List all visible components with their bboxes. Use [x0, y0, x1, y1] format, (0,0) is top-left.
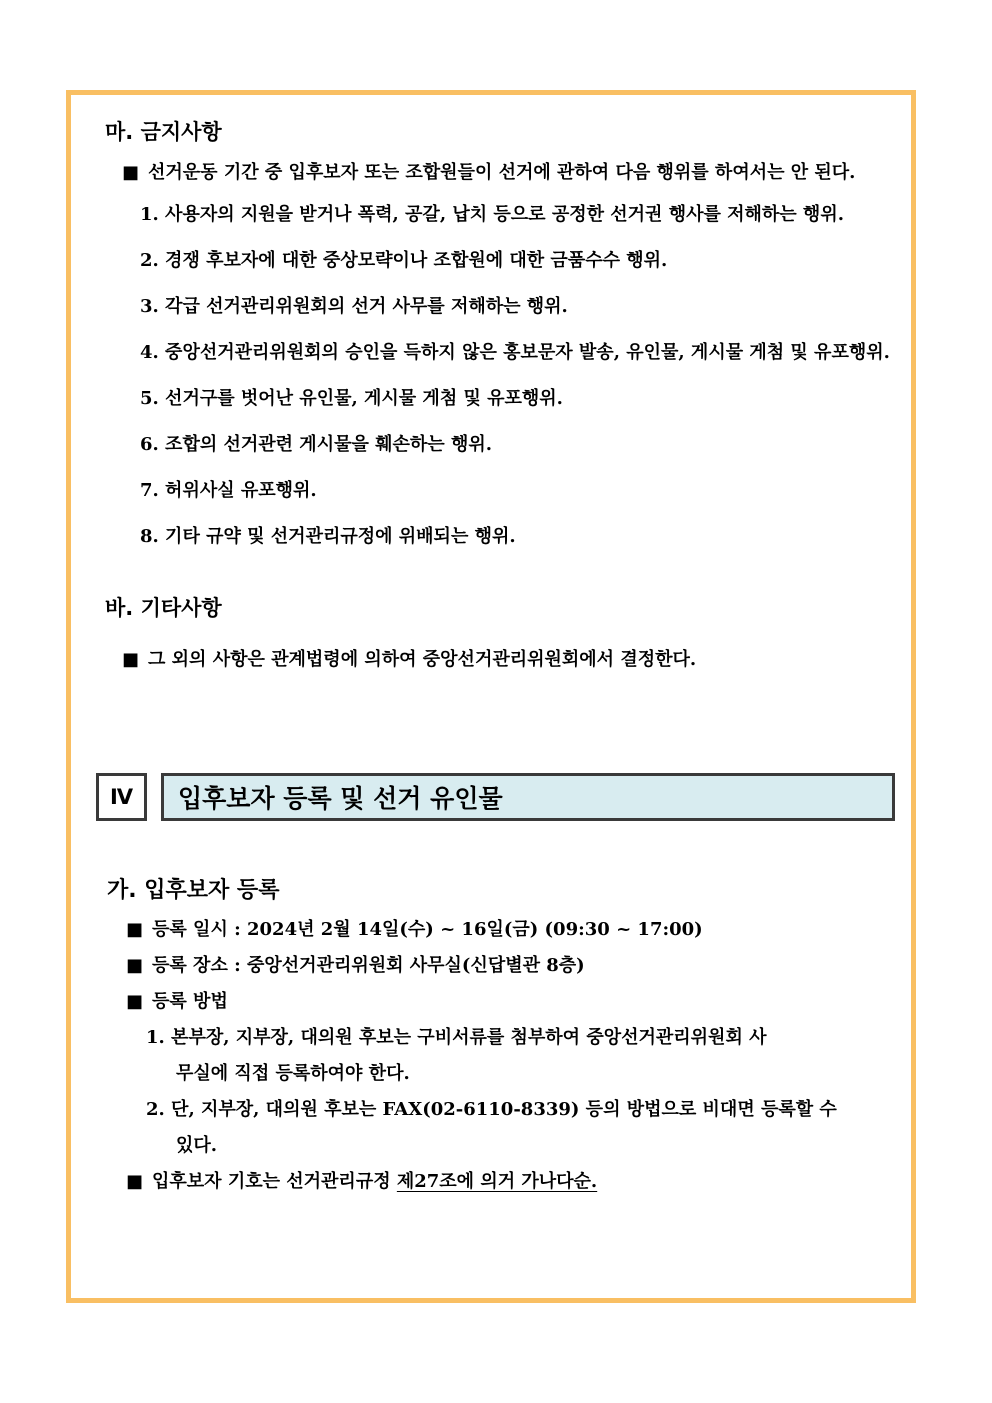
bullet-square-icon: ■	[126, 955, 144, 976]
section-title-prohibitions: 마. 금지사항	[105, 120, 222, 144]
others-bullet: ■ 그 외의 사항은 관계법령에 의하여 중앙선거관리위원회에서 결정한다.	[122, 649, 697, 670]
prohibition-item: 2. 경쟁 후보자에 대한 중상모략이나 조합원에 대한 금품수수 행위.	[140, 250, 668, 271]
chapter-title-box	[161, 773, 895, 821]
method-item-line: 2. 단, 지부장, 대의원 후보는 FAX(02-6110-8339) 등의 방법으로 비대면 등록할 수	[146, 1099, 837, 1120]
method-item-line: 있다.	[176, 1135, 218, 1156]
bullet-square-icon: ■	[126, 919, 144, 940]
section-title-registration: 가. 입후보자 등록	[107, 878, 280, 903]
prohibitions-bullet: ■ 선거운동 기간 중 입후보자 또는 조합원들이 선거에 관하여 다음 행위를 하여서는 안 된다.	[122, 162, 856, 183]
chapter-number: Ⅳ	[96, 773, 147, 821]
bullet-square-icon: ■	[126, 1171, 144, 1192]
method-item-line: 무실에 직접 등록하여야 한다.	[176, 1063, 410, 1084]
prohibition-item: 7. 허위사실 유포행위.	[140, 480, 317, 501]
bullet-square-icon: ■	[126, 991, 144, 1012]
prohibition-item: 4. 중앙선거관리위원회의 승인을 득하지 않은 홍보문자 발송, 유인물, 게시물 게첨 및 유포행위.	[140, 342, 890, 363]
prohibition-item: 8. 기타 규약 및 선거관리규정에 위배되는 행위.	[140, 526, 516, 547]
chapter-title: 입후보자 등록 및 선거 유인물	[178, 784, 503, 813]
prohibition-item: 3. 각급 선거관리위원회의 선거 사무를 저해하는 행위.	[140, 296, 568, 317]
registration-bullet-place: ■ 등록 장소 : 중앙선거관리위원회 사무실(신답별관 8층)	[126, 955, 585, 976]
bullet-square-icon: ■	[122, 649, 140, 670]
section-title-others: 바. 기타사항	[105, 596, 222, 620]
method-item-line: 1. 본부장, 지부장, 대의원 후보는 구비서류를 첨부하여 중앙선거관리위원회 사	[146, 1027, 767, 1048]
prohibition-item: 5. 선거구를 벗어난 유인물, 게시물 게첨 및 유포행위.	[140, 388, 563, 409]
underlined-rule-text: 제27조에 의거 가나다순.	[396, 1171, 598, 1192]
registration-bullet-method: ■ 등록 방법	[126, 991, 228, 1012]
candidate-number-bullet: ■ 입후보자 기호는 선거관리규정 제27조에 의거 가나다순.	[126, 1171, 598, 1192]
prohibition-item: 6. 조합의 선거관련 게시물을 훼손하는 행위.	[140, 434, 492, 455]
registration-bullet-datetime: ■ 등록 일시 : 2024년 2월 14일(수) ~ 16일(금) (09:30 ~ 17:00)	[126, 919, 703, 940]
prohibition-item: 1. 사용자의 지원을 받거나 폭력, 공갈, 납치 등으로 공정한 선거권 행사를 저해하는 행위.	[140, 204, 844, 225]
bullet-square-icon: ■	[122, 162, 140, 183]
